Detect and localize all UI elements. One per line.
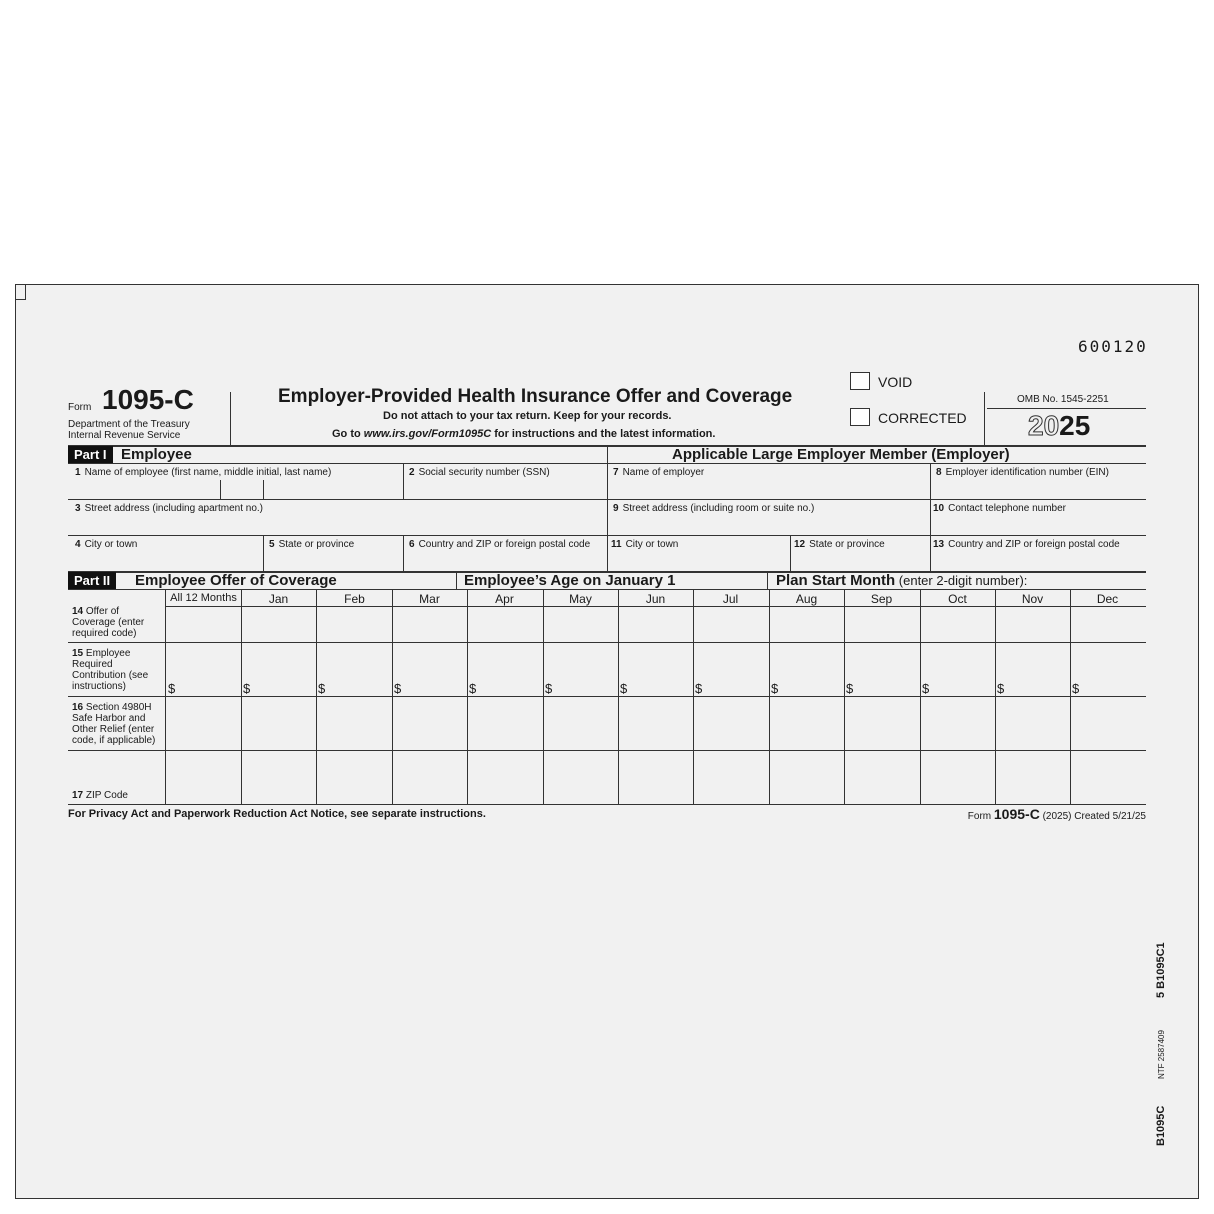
field-9-label[interactable]: 9 Street address (including room or suite no.) [613,503,815,514]
field-1-label[interactable]: 1 Name of employee (first name, middle initial, last name) [75,467,332,478]
dollar-jan[interactable]: $ [243,681,251,696]
row-15-label: 15 Employee Required Contribution (see instructions) [72,648,149,692]
month-nov: Nov [1021,592,1044,606]
grid-col-3 [392,589,393,804]
subtitle2-suffix: for instructions and the latest information. [491,428,716,440]
side-code-1: 5 B1095C1 [1155,942,1167,998]
field-12-label[interactable]: 12 State or province [794,539,885,550]
dollar-may[interactable]: $ [545,681,553,696]
part1-center-divider [607,445,608,571]
grid-col-10 [920,589,921,804]
part2-age-divider-left [456,571,457,589]
month-oct: Oct [948,592,967,606]
dollar-all-12[interactable]: $ [168,681,176,696]
void-label: VOID [878,374,913,390]
part2-header-rule [68,589,1146,590]
dollar-apr[interactable]: $ [469,681,477,696]
subtitle2-prefix: Go to [332,428,364,440]
footer-form-suffix: (2025) Created 5/21/25 [1039,811,1146,822]
month-all-12: All 12 Months [170,592,237,604]
row-16-label: 16 Section 4980H Safe Harbor and Other Relief (enter code, if applicable) [72,702,156,746]
irs-link[interactable]: www.irs.gov/Form1095C [363,428,492,440]
header-divider-left [230,392,231,446]
row15-rule [68,696,1146,697]
field-10-label[interactable]: 10 Contact telephone number [933,503,1066,514]
form-word: Form [68,402,92,413]
form-title: Employer-Provided Health Insurance Offer and Coverage [278,386,793,407]
omb-number: OMB No. 1545-2251 [1017,394,1109,405]
row17-rule [68,804,1146,805]
field-5-label[interactable]: 5 State or province [269,539,355,550]
dollar-feb[interactable]: $ [318,681,326,696]
corrected-label: CORRECTED [878,410,967,426]
grid-col-7 [693,589,694,804]
employer-title: Applicable Large Employer Member (Employer) [672,446,1010,463]
part2-title: Employee Offer of Coverage [135,572,337,589]
field-6-label[interactable]: 6 Country and ZIP or foreign postal code [409,539,591,550]
side-code-3: B1095C [1155,1105,1167,1146]
dollar-nov[interactable]: $ [997,681,1005,696]
part2-tag: Part II [68,572,116,589]
row-14-label: 14 Offer of Coverage (enter required code) [72,606,145,639]
tax-year-light: 20 [1028,410,1060,441]
month-sep: Sep [870,592,893,606]
form-subtitle2 [332,428,715,440]
footer-privacy-notice: For Privacy Act and Paperwork Reduction Act Notice, see separate instructions. [68,808,486,820]
field-13-label[interactable]: 13 Country and ZIP or foreign postal code [933,539,1120,550]
field1-sub-divider-b [263,480,264,499]
grid-col-1 [241,589,242,804]
omb-rule [987,408,1146,409]
month-mar: Mar [419,592,440,606]
side-code-2: NTF 2587409 [1157,1030,1166,1079]
dollar-sep[interactable]: $ [846,681,854,696]
form-number: 1095-C [102,384,194,415]
grid-col-9 [844,589,845,804]
grid-col-12 [1070,589,1071,804]
form-code-top: 600120 [1078,337,1148,356]
field-3-label[interactable]: 3 Street address (including apartment no.) [75,503,263,514]
month-feb: Feb [344,592,365,606]
part1-tag: Part I [68,446,113,463]
row3-divider-6 [403,535,404,571]
age-title: Employee’s Age on January 1 [464,572,676,589]
field-7-label[interactable]: 7 Name of employer [613,467,705,478]
header-divider-right [984,392,985,446]
month-dec: Dec [1096,592,1119,606]
grid-col-4 [467,589,468,804]
month-header-rule [166,606,1146,607]
month-may: May [569,592,592,606]
field-11-label[interactable]: 11 City or town [611,539,679,550]
grid-col-5 [543,589,544,804]
footer-form-number: 1095-C [993,806,1040,822]
dollar-mar[interactable]: $ [394,681,402,696]
month-aug: Aug [795,592,818,606]
row3-divider-12 [790,535,791,571]
field-8-label[interactable]: 8 Employer identification number (EIN) [936,467,1109,478]
plan-start-note: (enter 2-digit number): [895,573,1028,588]
footer-form-word: Form [967,811,994,822]
dollar-jun[interactable]: $ [620,681,628,696]
month-jan: Jan [268,592,289,606]
dept-line2: Internal Revenue Service [68,430,181,441]
plan-start-bold: Plan Start Month [776,572,896,589]
row1-divider-8 [930,463,931,535]
void-checkbox[interactable] [850,372,870,390]
row3-divider-13 [930,535,931,571]
part1-row1-rule [68,499,1146,500]
dollar-oct[interactable]: $ [922,681,930,696]
dollar-aug[interactable]: $ [771,681,779,696]
grid-col-8 [769,589,770,804]
month-apr: Apr [495,592,514,606]
field-2-label[interactable]: 2 Social security number (SSN) [409,467,550,478]
dollar-jul[interactable]: $ [695,681,703,696]
footer-form-id [968,806,1146,822]
grid-col-2 [316,589,317,804]
part1-row2-rule [68,535,1146,536]
corrected-checkbox[interactable] [850,408,870,426]
part1-title: Employee [121,446,192,463]
tax-year [1028,410,1090,442]
tax-year-bold: 25 [1059,410,1091,441]
form-subtitle1: Do not attach to your tax return. Keep for your records. [383,410,672,422]
month-jun: Jun [645,592,666,606]
row1-divider-2 [403,463,404,499]
field1-sub-divider-a [220,480,221,499]
month-jul: Jul [722,592,739,606]
dollar-dec[interactable]: $ [1072,681,1080,696]
row-17-label: 17 ZIP Code [72,790,128,801]
grid-col-0 [165,589,166,804]
grid-col-11 [995,589,996,804]
corner-mark [15,284,26,300]
row16-rule [68,750,1146,751]
row3-divider-5 [263,535,264,571]
plan-start-title [776,572,1027,589]
grid-col-6 [618,589,619,804]
row14-rule [68,642,1146,643]
part2-age-divider-right [767,571,768,589]
field-4-label[interactable]: 4 City or town [75,539,138,550]
dept-line1: Department of the Treasury [68,419,190,430]
